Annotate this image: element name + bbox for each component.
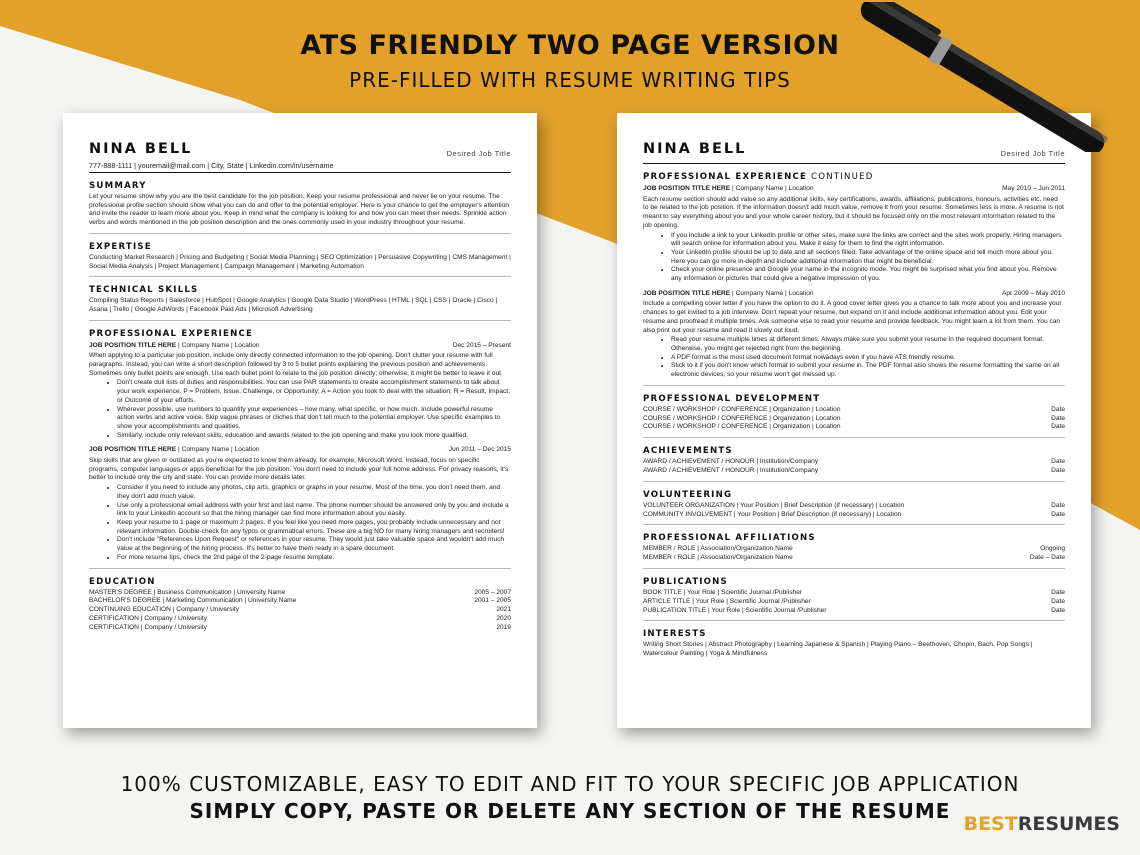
divider <box>643 620 1065 621</box>
bullet-item: • Don't include "References Upon Request" or references in your resume. They would just take valuable space and wouldn't add much value at the beginning of the hiring process. It's better to have them ready in a spare document. <box>117 536 511 553</box>
affiliations-heading: PROFESSIONAL AFFILIATIONS <box>643 533 816 544</box>
summary-text: Let your resume show why you are the best candidate for the job position. Keep your resume professional and never lie on your resume. The professional profile section should show what you can do and offer to the potential employer. Here is your chance to get the employer's attention and invite the reader to learn more about you. Keep in mind what the company is looking for and how you can meet their needs. Sprinkle action verbs and words mentioned in the job position description and the ones commonly used in your industry throughout your resume. <box>89 193 510 227</box>
job-bullets <box>643 232 1065 284</box>
row-date: Date <box>1051 405 1065 413</box>
pen-icon <box>832 2 1132 152</box>
desired-job-title: Desired Job Title <box>1000 149 1065 158</box>
footer-line-1: 100% CUSTOMIZABLE, EASY TO EDIT AND FIT TO YOUR SPECIFIC JOB APPLICATION <box>120 772 1020 796</box>
bullet-item: • Check your online presence and Google your name in the incognito mode. You might be surprised what you find about you. Remove any information or pictures that could give a negative impression of you. <box>671 266 1065 283</box>
education-row <box>89 606 511 615</box>
divider <box>643 437 1065 438</box>
bullet-item: • Consider if you need to include any photos, clip arts, graphics or graphs in your resume. Most of the time, you don't need them, and they don't add much value. <box>117 484 511 501</box>
list-row <box>643 607 1065 616</box>
job-dates: Apr 2009 – May 2010 <box>1001 289 1065 297</box>
bullet-item: • If you include a link to your LinkedIn profile or other sites, make sure the links are correct and the sites work properly. Hiring managers will search online for information about you. Make it easy for them to find the right information. <box>671 232 1065 249</box>
row-date: Ongoing <box>1040 545 1065 553</box>
list-row <box>643 406 1065 415</box>
achievements-list <box>643 458 1065 476</box>
job-company: | Company Name | Location <box>730 185 814 192</box>
divider <box>643 481 1065 482</box>
row-entry: AWARD / ACHIEVEMENT / HONOUR | Institution/Company <box>643 458 819 466</box>
row-date: Date <box>1051 423 1065 431</box>
list-row <box>643 458 1065 467</box>
education-row <box>89 589 511 598</box>
bullet-item: • Use only a professional email address with your first and last name. The phone number should be answered only by you and include a link to your LinkedIn account so that the hiring manager can find more information about you easily. <box>117 502 511 519</box>
list-row <box>643 554 1065 563</box>
bullet-item: • For more resume tips, check the 2nd page of the 2-page resume template. <box>117 554 511 563</box>
job-company: | Company Name | Location <box>730 289 814 297</box>
job-description: Include a compelling cover letter if you have the option to do it. A good cover letter gives you a chance to talk more about you and increase your chances to get invited to a job interview. Don't repeat your resume, but expand on it and include additional information about you. Edit your resume and proofread it multiple times. Ask someone else to read your resume and provide feedback. You might learn a lot from them. You can also print out your resume and read it slowly out loud. <box>643 300 1062 334</box>
interests-text: Writing Short Stories | Abstract Photography | Learning Japanese & Spanish | Playing Piano – Beethoven, Chopin, Bach, Pop Songs | Watercolour Painting | Yoga & Mindfulness <box>643 641 1033 658</box>
education-entry: MASTER'S DEGREE | Business Communication | University Name <box>89 588 286 596</box>
row-date: Date <box>1051 501 1065 509</box>
achievements-heading: ACHIEVEMENTS <box>643 446 733 457</box>
job-company: | Company Name | Location <box>176 446 260 454</box>
interests-heading: INTERESTS <box>643 629 707 640</box>
divider <box>89 568 511 569</box>
resume-page-2 <box>617 113 1091 728</box>
resume-page-1 <box>63 113 537 728</box>
bullet-item: • Your LinkedIn profile should be up to date and all sections filled. Take advantage of the online space and tell much more about you. Here you can go more in-depth and include additional information that might be beneficial. <box>671 249 1065 266</box>
divider <box>89 233 511 234</box>
row-entry: MEMBER / ROLE | Association/Organization Name <box>643 554 793 562</box>
contact-line: 777-888-1111 | youremail@mail.com | City, State | Linkedin.com/in/username <box>89 161 334 170</box>
header-title: ATS FRIENDLY TWO PAGE VERSION <box>300 30 840 61</box>
job-description: Each resume section should add value so any additional skills, key certifications, awards, affiliations, publications, honours, activities etc. need to be related to the job position. If the information doesn't add much value, remove it from your resume. Sometimes less is more. A resume is not meant to say everything about you and your whole career history, but it should be focused only on the most relevant information related to the job opening. <box>643 195 1064 229</box>
affiliations-list <box>643 545 1065 563</box>
job-bullets <box>89 484 511 562</box>
row-entry: COMMUNITY INVOLVEMENT | Your Position | Brief Description (if necessary) | Location <box>643 510 902 518</box>
job-title: JOB POSITION TITLE HERE <box>89 446 177 454</box>
footer-line-2: SIMPLY COPY, PASTE OR DELETE ANY SECTION OF THE RESUME <box>189 799 951 823</box>
education-entry: CERTIFICATION | Company / University <box>89 623 207 631</box>
divider <box>643 524 1065 525</box>
list-row <box>643 502 1065 511</box>
row-date: Date <box>1051 458 1065 466</box>
job-line <box>89 342 511 351</box>
bullet-item: • Don't create dull lists of duties and responsibilities. You can use PAR statements to create accomplishment statements to talk about your work experience. P = Problem, Issue, Challenge, or Opportunity; A = Action you took to deal with the situation; R = Result, Impact, or Outcome of your efforts. <box>117 379 511 405</box>
job-description: When applying to a particular job position, include only directly connected information to the job opening. Don't clutter your resume with full paragraphs. Instead, you can write a short description followed by 3 to 5 bullet points explaining the previous position and achievements. Sometimes only bullet points are enough. Use each bullet point to relate to the job position directly; otherwise, it might be better to leave it out. <box>89 352 503 377</box>
professional-development-heading: PROFESSIONAL DEVELOPMENT <box>643 393 821 404</box>
education-date: 2020 <box>496 614 511 622</box>
brand-logo <box>964 813 1120 835</box>
job-description: Skip skills that are given or outdated as you're expected to know them already, for example, Microsoft Word. Instead, focus on specific programs, computer languages or apps beneficial for the job position. You don't need to include your full home address. For privacy reasons, it's better to include only the city and state. You can provide more details later. <box>89 457 509 482</box>
header-subtitle: PRE-FILLED WITH RESUME WRITING TIPS <box>349 68 791 92</box>
list-row <box>643 467 1065 476</box>
bullet-item: • A PDF format is the most used document format nowadays even if you have ATS friendly resume. <box>671 354 1065 363</box>
experience-continued-text: CONTINUED <box>807 172 874 182</box>
desired-job-title: Desired Job Title <box>446 149 511 158</box>
job-line <box>643 290 1065 299</box>
education-date: 2019 <box>496 623 511 631</box>
education-date: 2001 – 2005 <box>474 597 511 605</box>
publications-heading: PUBLICATIONS <box>643 576 728 587</box>
summary-heading: SUMMARY <box>89 181 147 191</box>
row-entry: COURSE / WORKSHOP / CONFERENCE | Organization | Location <box>643 423 841 431</box>
job-line <box>643 185 1065 194</box>
education-list <box>89 589 511 633</box>
publications-list <box>643 589 1065 615</box>
education-date: 2021 <box>496 606 511 614</box>
logo-best: BEST <box>963 813 1018 835</box>
job-line <box>89 446 511 455</box>
list-row <box>643 545 1065 554</box>
education-heading: EDUCATION <box>89 576 156 587</box>
header-rule <box>643 163 1065 164</box>
bullet-item: • Keep your resume to 1 page or maximum 2 pages. If you feel like you need more pages, you probably include unnecessary and not relevant information. Double-check for any typos or grammatical errors. These are a big NO for many hiring managers and recruiters! <box>117 519 511 536</box>
education-row <box>89 615 511 624</box>
row-entry: COURSE / WORKSHOP / CONFERENCE | Organization | Location <box>643 414 841 422</box>
bullet-item: • Similarly, include only relevant skills, education and awards related to the job opening and make you look more qualified. <box>117 432 511 441</box>
resume-name: NINA BELL <box>643 141 747 157</box>
row-date: Date <box>1051 414 1065 422</box>
divider <box>643 568 1065 569</box>
volunteering-list <box>643 502 1065 520</box>
professional-development-list <box>643 406 1065 432</box>
education-entry: CERTIFICATION | Company / University <box>89 614 207 622</box>
education-date: 2005 – 2007 <box>474 588 511 596</box>
list-row <box>643 589 1065 598</box>
row-date: Date <box>1051 466 1065 474</box>
job-company: | Company Name | Location <box>176 341 260 349</box>
divider <box>89 320 511 321</box>
logo-resumes: RESUMES <box>1017 813 1120 835</box>
row-entry: AWARD / ACHIEVEMENT / HONOUR | Institution/Company <box>643 466 819 474</box>
list-row <box>643 511 1065 520</box>
list-row <box>643 423 1065 432</box>
row-date: Date – Date <box>1029 554 1065 562</box>
technical-skills-text: Compiling Status Reports | Salesforce | HubSpot | Google Analytics | Google Data Studio | WordPress | HTML | SQL | CSS | Oracle | Cisco | Asana | Trello | Google AdWords | Facebook Paid Ads | Microsoft Advertising <box>89 297 498 313</box>
expertise-text: Conducting Market Research | Pricing and Budgeting | Social Media Planning | SEO Optimization | Persuasive Copywriting | CMS Management | Social Media Analysis | Project Management | Campaign Management | Marketing Automation <box>89 253 511 270</box>
education-row <box>89 624 511 633</box>
header-rule <box>89 172 511 173</box>
resume-name: NINA BELL <box>89 141 193 157</box>
volunteering-heading: VOLUNTEERING <box>643 489 733 500</box>
education-row <box>89 597 511 606</box>
job-bullets <box>643 336 1065 380</box>
education-entry: CONTINUING EDUCATION | Company / University <box>89 606 239 614</box>
row-entry: VOLUNTEER ORGANIZATION | Your Position | Brief Description (if necessary) | Location <box>643 501 905 509</box>
row-date: Date <box>1051 606 1065 614</box>
row-date: Date <box>1051 510 1065 518</box>
divider <box>89 276 511 277</box>
job-dates: May 2010 – Jun 2011 <box>1002 185 1065 192</box>
expertise-heading: EXPERTISE <box>89 241 152 252</box>
job-title: JOB POSITION TITLE HERE <box>643 289 731 297</box>
list-row <box>643 415 1065 424</box>
bullet-item: • Read your resume multiple times at different times. Always make sure you submit your resume in the required document format. Otherwise, you might get rejected right from the beginning. <box>671 336 1065 353</box>
row-entry: BOOK TITLE | Your Role | Scientific Journal /Publisher <box>643 588 803 596</box>
job-title: JOB POSITION TITLE HERE <box>643 185 731 192</box>
row-entry: PUBLICATION TITLE | Your Role | Scientific Journal /Publisher <box>643 606 827 614</box>
row-date: Date <box>1051 597 1065 605</box>
row-date: Date <box>1051 588 1065 596</box>
divider <box>643 385 1065 386</box>
row-entry: ARTICLE TITLE | Your Role | Scientific Journal /Publisher <box>643 597 811 605</box>
bullet-item: • Wherever possible, use numbers to quantify your experiences – how many, what specific, or how much. Include powerful resume action verbs and active voice. Skip vague phrases or cliches that don't tell much to the potential employer. Use specific examples to show your accomplishments and qualities. <box>117 406 511 432</box>
experience-heading-text: PROFESSIONAL EXPERIENCE <box>643 172 808 182</box>
job-bullets <box>89 379 511 440</box>
row-entry: MEMBER / ROLE | Association/Organization Name <box>643 545 793 553</box>
education-entry: BACHELOR'S DEGREE | Marketing Communication | University Name <box>89 597 297 605</box>
experience-continued-heading <box>643 172 1065 182</box>
technical-skills-heading: TECHNICAL SKILLS <box>89 285 199 296</box>
row-entry: COURSE / WORKSHOP / CONFERENCE | Organization | Location <box>643 405 841 413</box>
job-title: JOB POSITION TITLE HERE <box>89 341 177 349</box>
list-row <box>643 598 1065 607</box>
experience-heading: PROFESSIONAL EXPERIENCE <box>89 328 254 339</box>
job-dates: Dec 2015 – Present <box>452 341 511 349</box>
bullet-item: • Stick to it if you don't know which format to submit your resume in. The PDF format also shows the resume formatting the same on all electronic devices, so your resume won't get messed up. <box>671 362 1065 379</box>
job-dates: Jun 2011 – Dec 2015 <box>448 446 511 454</box>
